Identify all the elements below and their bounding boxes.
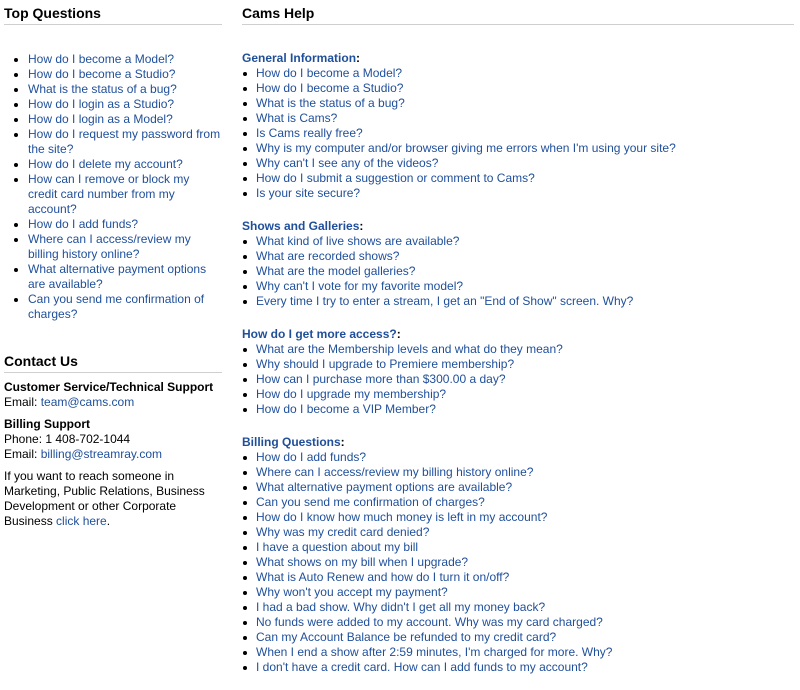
list-item [4, 112, 222, 127]
help-link[interactable]: How do I know how much money is left in my account? [256, 510, 548, 524]
list-item [4, 67, 222, 82]
list-item [242, 81, 794, 96]
help-link[interactable]: No funds were added to my account. Why was my card charged? [256, 615, 603, 629]
other-contact-end: . [106, 514, 111, 528]
email-label: Email: [4, 395, 41, 409]
help-link[interactable]: How do I submit a suggestion or comment to Cams? [256, 171, 535, 185]
list-item [242, 402, 794, 417]
list-item [242, 96, 794, 111]
email-label: Email: [4, 447, 41, 461]
help-link[interactable]: Why won't you accept my payment? [256, 585, 448, 599]
list-item [242, 171, 794, 186]
list-item [4, 172, 222, 217]
help-link[interactable]: How can I purchase more than $300.00 a day? [256, 372, 506, 386]
list-item [242, 645, 794, 660]
list-item [242, 342, 794, 357]
help-link[interactable]: I don't have a credit card. How can I add funds to my account? [256, 660, 588, 674]
list-item [4, 217, 222, 232]
help-link[interactable]: Why can't I see any of the videos? [256, 156, 439, 170]
list-item [242, 540, 794, 555]
billing-questions-section [242, 435, 794, 675]
list-item [242, 495, 794, 510]
other-contact-label: If you want to reach someone in Marketing, Public Relations, Business Development or other Corporate Business [4, 469, 205, 528]
other-contact-block [4, 469, 222, 529]
section-list [242, 66, 794, 201]
list-item [242, 294, 794, 309]
list-item [4, 262, 222, 292]
help-link[interactable]: What is Cams? [256, 111, 338, 125]
section-title-text: How do I get more access? [242, 327, 397, 341]
top-question-link[interactable]: How do I become a Studio? [28, 67, 176, 81]
section-title-text: General Information [242, 51, 357, 65]
list-item [4, 232, 222, 262]
list-item [242, 66, 794, 81]
click-here-link[interactable]: click here [56, 514, 107, 528]
section-title: Billing Questions: [242, 435, 345, 449]
section-title-text: Billing Questions [242, 435, 341, 449]
section-list [242, 450, 794, 675]
section-title-text: Shows and Galleries [242, 219, 360, 233]
list-item [242, 126, 794, 141]
list-item [242, 480, 794, 495]
list-item [242, 372, 794, 387]
shows-galleries-section [242, 219, 794, 309]
help-link[interactable]: What are the Membership levels and what do they mean? [256, 342, 563, 356]
help-link[interactable]: Why can't I vote for my favorite model? [256, 279, 464, 293]
support-title: Customer Service/Technical Support [4, 380, 214, 394]
section-title: How do I get more access?: [242, 327, 401, 341]
top-questions-list [4, 52, 222, 322]
list-item [4, 292, 222, 322]
list-item [242, 249, 794, 264]
list-item [242, 630, 794, 645]
list-item [242, 156, 794, 171]
help-link[interactable]: How do I upgrade my membership? [256, 387, 447, 401]
list-item [242, 510, 794, 525]
list-item [242, 387, 794, 402]
help-link[interactable]: What are the model galleries? [256, 264, 416, 278]
other-contact-text [4, 469, 222, 529]
top-question-link[interactable]: How do I become a Model? [28, 52, 175, 66]
help-link[interactable]: How do I become a Studio? [256, 81, 404, 95]
list-item [242, 141, 794, 156]
list-item [4, 97, 222, 112]
billing-title: Billing Support [4, 417, 90, 431]
help-link[interactable]: Is your site secure? [256, 186, 361, 200]
list-item [4, 127, 222, 157]
list-item [242, 450, 794, 465]
help-link[interactable]: I had a bad show. Why didn't I get all my money back? [256, 600, 546, 614]
help-link[interactable]: Why is my computer and/or browser giving me errors when I'm using your site? [256, 141, 676, 155]
help-link[interactable]: What is Auto Renew and how do I turn it on/off? [256, 570, 510, 584]
list-item [4, 157, 222, 172]
top-question-link[interactable]: How do I delete my account? [28, 157, 183, 171]
help-link[interactable]: Is Cams really free? [256, 126, 363, 140]
section-list [242, 342, 794, 417]
billing-block [4, 417, 222, 462]
list-item [242, 555, 794, 570]
help-link[interactable]: How do I become a VIP Member? [256, 402, 436, 416]
list-item [242, 570, 794, 585]
section-title: Shows and Galleries: [242, 219, 364, 233]
help-link[interactable]: What shows on my bill when I upgrade? [256, 555, 469, 569]
help-link[interactable]: When I end a show after 2:59 minutes, I'm charged for more. Why? [256, 645, 613, 659]
list-item [242, 585, 794, 600]
general-information-section [242, 51, 794, 201]
list-item [242, 600, 794, 615]
top-question-link[interactable]: How can I remove or block my credit card number from my account? [28, 172, 190, 216]
help-link[interactable]: How do I add funds? [256, 450, 367, 464]
section-title: General Information: [242, 51, 361, 65]
top-question-link[interactable]: Can you send me confirmation of charges? [28, 292, 205, 321]
top-question-link[interactable]: What is the status of a bug? [28, 82, 177, 96]
list-item [242, 660, 794, 675]
help-link[interactable]: What alternative payment options are available? [256, 480, 513, 494]
right-column [242, 0, 794, 675]
list-item [242, 234, 794, 249]
billing-email-link[interactable]: billing@streamray.com [40, 447, 163, 461]
top-question-link[interactable]: How do I request my password from the site? [28, 127, 221, 156]
billing-email-line [4, 447, 222, 462]
list-item [242, 615, 794, 630]
contact-section [4, 353, 222, 529]
help-link[interactable]: Why should I upgrade to Premiere membership? [256, 357, 515, 371]
support-email-line [4, 395, 222, 410]
top-question-link[interactable]: What alternative payment options are available? [28, 262, 207, 291]
list-item [242, 279, 794, 294]
top-question-link[interactable]: How do I login as a Studio? [28, 97, 175, 111]
support-email-link[interactable]: team@cams.com [40, 395, 135, 409]
list-item [242, 357, 794, 372]
help-link[interactable]: What are recorded shows? [256, 249, 400, 263]
list-item [242, 264, 794, 279]
section-list [242, 234, 794, 309]
help-link[interactable]: What kind of live shows are available? [256, 234, 460, 248]
contact-heading: Contact Us [4, 353, 222, 373]
help-link[interactable]: Can you send me confirmation of charges? [256, 495, 485, 509]
top-question-link[interactable]: How do I login as a Model? [28, 112, 173, 126]
help-link[interactable]: What is the status of a bug? [256, 96, 405, 110]
cams-help-heading: Cams Help [242, 0, 794, 25]
billing-phone: Phone: 1 408-702-1044 [4, 432, 131, 446]
more-access-section [242, 327, 794, 417]
list-item [242, 525, 794, 540]
help-link[interactable]: I have a question about my bill [256, 540, 419, 554]
top-question-link[interactable]: How do I add funds? [28, 217, 139, 231]
help-link[interactable]: How do I become a Model? [256, 66, 403, 80]
list-item [242, 111, 794, 126]
support-block [4, 380, 222, 410]
top-questions-heading: Top Questions [4, 0, 222, 25]
help-link[interactable]: Why was my credit card denied? [256, 525, 430, 539]
top-question-link[interactable]: Where can I access/review my billing history online? [28, 232, 191, 261]
list-item [4, 52, 222, 67]
help-link[interactable]: Where can I access/review my billing history online? [256, 465, 534, 479]
help-link[interactable]: Can my Account Balance be refunded to my credit card? [256, 630, 557, 644]
left-column [4, 0, 222, 529]
list-item [242, 186, 794, 201]
help-link[interactable]: Every time I try to enter a stream, I get an "End of Show" screen. Why? [256, 294, 634, 308]
list-item [242, 465, 794, 480]
list-item [4, 82, 222, 97]
